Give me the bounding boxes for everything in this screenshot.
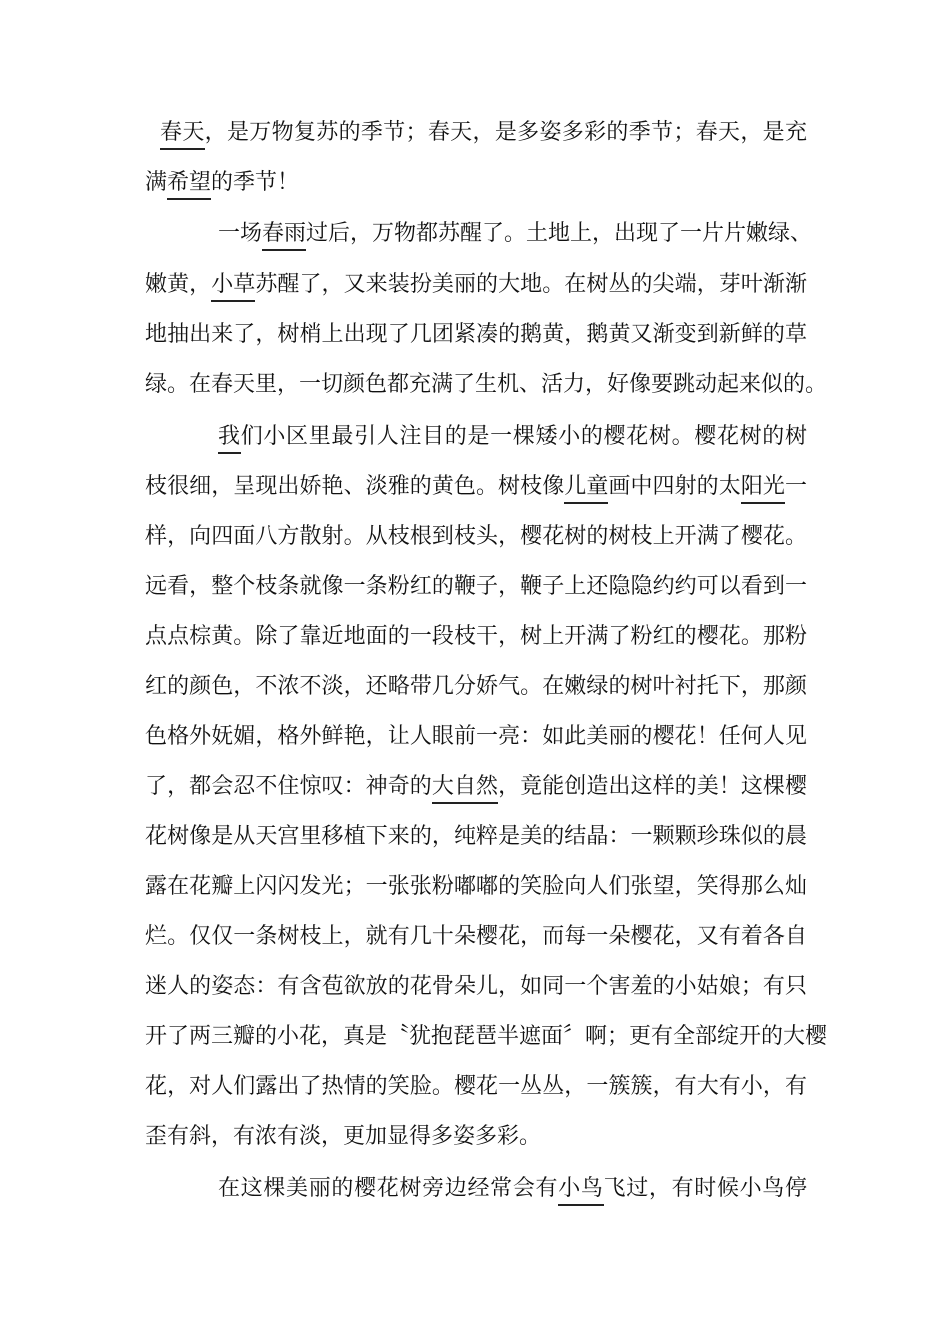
text-line bbox=[218, 217, 813, 251]
text-segment: 点点棕黄。除了靠近地面的一段枝干，树上开满了粉红的樱花。那粉 bbox=[145, 624, 807, 649]
text-segment: 远看，整个枝条就像一条粉红的鞭子，鞭子上还隐隐约约可以看到一 bbox=[145, 574, 807, 599]
text-line bbox=[145, 870, 807, 904]
text-line bbox=[145, 1120, 807, 1154]
underlined-word: 儿童 bbox=[564, 474, 609, 499]
text-segment: 烂。仅仅一条树枝上，就有几十朵樱花，而每一朵樱花，又有着各自 bbox=[145, 924, 807, 949]
text-segment: 一 bbox=[784, 474, 807, 499]
text-segment: 歪有斜，有浓有淡，更加显得多姿多彩。 bbox=[145, 1124, 542, 1149]
text-segment: ，竟能创造出这样的美！这棵樱 bbox=[498, 774, 807, 799]
text-segment: 的季节！ bbox=[211, 170, 300, 195]
text-segment: 们小区里最引人注目的是一棵矮小的樱花树。樱花树的树 bbox=[240, 424, 807, 449]
text-segment: 苏醒了，又来装扮美丽的大地。在树丛的尖端，芽叶渐渐 bbox=[255, 272, 807, 297]
text-segment: 一场 bbox=[218, 221, 263, 246]
text-line bbox=[145, 970, 807, 1004]
text-line bbox=[145, 920, 807, 954]
text-segment: 枝很细，呈现出娇艳、淡雅的黄色。树枝像 bbox=[145, 474, 565, 499]
text-line bbox=[145, 318, 807, 352]
underlined-word: 我 bbox=[218, 424, 241, 449]
underlined-word: 小草 bbox=[211, 272, 256, 297]
text-segment: 了，都会忍不住惊叹：神奇的 bbox=[145, 774, 432, 799]
text-line bbox=[145, 368, 828, 402]
text-segment: 色格外妩媚，格外鲜艳，让人眼前一亮：如此美丽的樱花！任何人见 bbox=[145, 724, 807, 749]
text-line bbox=[145, 268, 807, 302]
text-segment: ，是万物复苏的季节；春天，是多姿多彩的季节；春天，是充 bbox=[204, 120, 807, 145]
text-segment: 过后，万物都苏醒了。土地上，出现了一片片嫩绿、 bbox=[306, 221, 813, 246]
text-segment: 画中四射的太 bbox=[608, 474, 741, 499]
text-line bbox=[145, 770, 807, 804]
text-segment: 红的颜色，不浓不淡，还略带几分娇气。在嫩绿的树叶衬托下，那颜 bbox=[145, 674, 807, 699]
underlined-word: 希望 bbox=[167, 170, 212, 195]
text-segment: 花树像是从天宫里移植下来的，纯粹是美的结晶：一颗颗珍珠似的晨 bbox=[145, 824, 807, 849]
text-line bbox=[145, 620, 807, 654]
text-line bbox=[145, 570, 807, 604]
text-segment: 地抽出来了，树梢上出现了几团紧凑的鹅黄，鹅黄又渐变到新鲜的草 bbox=[145, 322, 807, 347]
text-segment: 在这棵美丽的樱花树旁边经常会有 bbox=[218, 1176, 559, 1201]
text-line bbox=[145, 720, 807, 754]
text-line bbox=[145, 670, 807, 704]
text-line bbox=[145, 470, 807, 504]
underlined-word: 阳光 bbox=[740, 474, 785, 499]
text-line bbox=[218, 420, 807, 454]
text-line bbox=[145, 1020, 828, 1054]
text-segment: 开了两三瓣的小花，真是〝犹抱琵琶半遮面〞啊；更有全部绽开的大樱 bbox=[145, 1024, 828, 1049]
text-segment: 样，向四面八方散射。从枝根到枝头，樱花树的树枝上开满了樱花。 bbox=[145, 524, 807, 549]
underlined-word: 小鸟 bbox=[558, 1176, 604, 1201]
text-segment: 露在花瓣上闪闪发光；一张张粉嘟嘟的笑脸向人们张望，笑得那么灿 bbox=[145, 874, 807, 899]
text-line bbox=[145, 166, 807, 200]
text-line bbox=[145, 1070, 807, 1104]
text-segment: 嫩黄， bbox=[145, 272, 212, 297]
text-line bbox=[145, 820, 807, 854]
text-segment: 迷人的姿态：有含苞欲放的花骨朵儿，如同一个害羞的小姑娘；有只 bbox=[145, 974, 807, 999]
underlined-word: 春雨 bbox=[262, 221, 307, 246]
text-segment: 满 bbox=[145, 170, 168, 195]
text-line bbox=[160, 116, 807, 150]
text-segment: 绿。在春天里，一切颜色都充满了生机、活力，好像要跳动起来似的。 bbox=[145, 372, 828, 397]
underlined-word: 大自然 bbox=[431, 774, 499, 799]
text-segment: 花，对人们露出了热情的笑脸。樱花一丛丛，一簇簇，有大有小，有 bbox=[145, 1074, 807, 1099]
text-line bbox=[145, 520, 807, 554]
text-line bbox=[218, 1172, 807, 1206]
underlined-word: 春天 bbox=[160, 120, 205, 145]
text-segment: 飞过，有时候小鸟停 bbox=[603, 1176, 807, 1201]
